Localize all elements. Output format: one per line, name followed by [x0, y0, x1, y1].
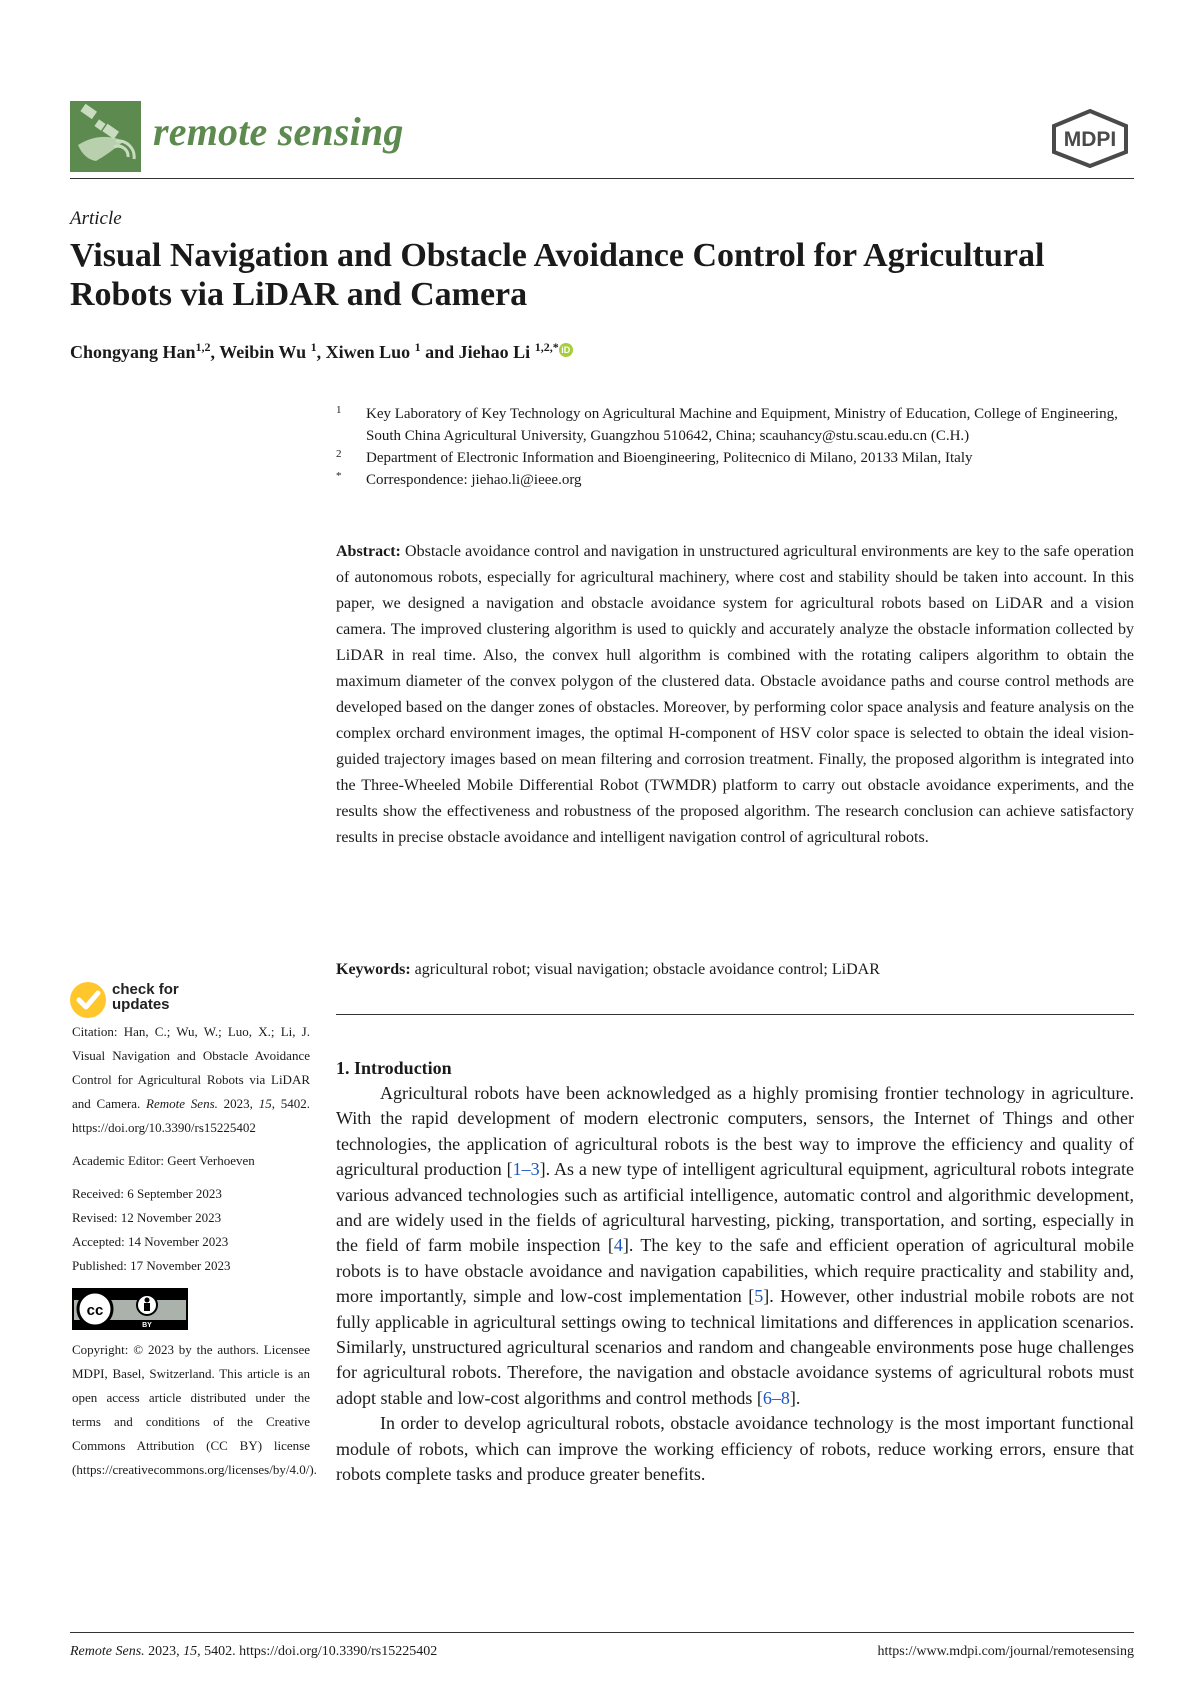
paragraph: In order to develop agricultural robots, obstacle avoidance technology is the most important functional module of robots, which can improve the working efficiency of robots, reduce working errors, ensure that robots complete tasks and produce greater benefits.: [336, 1413, 1134, 1485]
svg-text:BY: BY: [142, 1322, 152, 1329]
reference-link[interactable]: 6–8: [762, 1387, 790, 1408]
abstract-text: Obstacle avoidance control and navigation in unstructured agricultural environments are key to the safe operation of autonomous robots, especially for agricultural machinery, where cost and stability should be taken into account. In this paper, we designed a navigation and obstacle avoidance system for agricultural robots based on LiDAR and a vision camera. The improved clustering algorithm is used to quickly and accurately analyze the obstacle information collected by LiDAR in real time. Also, the convex hull algorithm is combined with the rotating calipers algorithm to obtain the maximum diameter of the convex polygon of the clustered data. Obstacle avoidance paths and course control methods are developed based on the danger zones of obstacles. Moreover, by performing color space analysis and feature analysis on the complex orchard environment images, the optimal H-component of HSV color space is selected to obtain the ideal vision-guided trajectory images based on mean filtering and corrosion treatment. Finally, the proposed algorithm is integrated into the Three-Wheeled Mobile Differential Robot (TWMDR) platform to carry out obstacle avoidance experiments, and the results show the effectiveness and robustness of the proposed algorithm. The research conclusion can achieve satisfactory results in precise obstacle avoidance and intelligent navigation control of agricultural robots.: [336, 543, 1134, 846]
author-name: Xiwen Luo: [325, 342, 411, 362]
section-heading: 1. Introduction: [336, 1058, 452, 1078]
author-affiliation-mark: 1,2,*: [534, 340, 559, 354]
footer-divider: [70, 1632, 1134, 1633]
svg-text:MDPI: MDPI: [1063, 128, 1117, 151]
footer-citation: Remote Sens. 2023, 15, 5402. https://doi.org/10.3390/rs15225402: [70, 1644, 438, 1659]
author-name: Chongyang Han: [70, 342, 196, 362]
reference-link[interactable]: 4: [613, 1235, 623, 1256]
paragraph: Agricultural robots have been acknowledged as a highly promising frontier technology in agriculture. With the rapid development of modern electronic computers, sensors, the Internet of Things and other technologies, the application of agricultural robots is the best way to improve the efficiency and quality of agricultural production [1–3]. As a new type of intelligent agricultural equipment, agricultural robots integrate various advanced technologies such as artificial intelligence, automatic control and algorithmic development, and are widely used in the fields of agricultural harvesting, picking, transportation, and sorting, especially in the field of farm mobile inspection [4]. The key to the safe and efficient operation of agricultural mobile robots is to have obstacle avoidance and navigation capabilities, which require practicality and stability and, more importantly, simple and low-cost implementation [5]. However, other industrial mobile robots are not fully applicable in agricultural settings owing to technical limitations and differences in application scenarios. Similarly, unstructured agricultural scenarios and random and changeable environments pose huge challenges for agricultural robots. Therefore, the navigation and obstacle avoidance systems of agricultural robots must adopt stable and low-cost algorithms and control methods [6–8].: [336, 1083, 1135, 1408]
abstract: [336, 539, 1134, 851]
accepted-date: Accepted: 14 November 2023: [72, 1234, 229, 1249]
orcid-icon[interactable]: iD: [559, 343, 573, 357]
reference-link[interactable]: 5: [754, 1286, 764, 1307]
keywords: [336, 957, 1134, 983]
received-date: Received: 6 September 2023: [72, 1186, 222, 1201]
journal-logo-icon: [70, 101, 141, 172]
check-for-updates-badge[interactable]: check for updates: [70, 980, 220, 1020]
header-divider: [70, 178, 1134, 179]
copyright-notice: Copyright: © 2023 by the authors. Licensee MDPI, Basel, Switzerland. This article is an open access article distributed under the terms and conditions of the Creative Commons Attribution (CC BY) license (https://creativecommons.org/licenses/by/4.0/).: [72, 1342, 317, 1477]
affiliation-item: 1 Key Laboratory of Key Technology on Agricultural Machine and Equipment, Ministry of Education, College of Engineering, South China Agricultural University, Guangzhou 510642, China; scauhancy@stu.scau.edu.cn (C.H.): [336, 404, 1118, 444]
abstract-divider: [336, 1014, 1134, 1015]
abstract-label: Abstract:: [336, 543, 401, 560]
author-name: Weibin Wu: [219, 342, 307, 362]
citation: Citation: Han, C.; Wu, W.; Luo, X.; Li, J. Visual Navigation and Obstacle Avoidance Control for Agricultural Robots via LiDAR and Camera. Remote Sens. 2023, 15, 5402. https://doi.org/10.3390/rs15225402: [72, 1024, 311, 1135]
author-affiliation-mark: 1,2: [195, 340, 211, 354]
journal-url-link[interactable]: https://www.mdpi.com/journal/remotesensing: [877, 1644, 1134, 1659]
keywords-label: Keywords:: [336, 961, 411, 978]
article-type: Article: [70, 208, 122, 229]
affiliations: [336, 403, 1134, 491]
author-list: Chongyang Han$^{1,2}$, Weibin Wu $^1$, Xiwen Luo $^1$ and Jiehao Li $^{1,2,*}$ iD: [70, 340, 573, 363]
author-affiliation-mark: 1: [414, 340, 421, 354]
body-text: [336, 1081, 1134, 1488]
satellite-icon: [70, 101, 141, 172]
correspondence: * Correspondence: jiehao.li@ieee.org: [336, 470, 582, 488]
affiliation-item: 2 Department of Electronic Information and Bioengineering, Politecnico di Milano, 20133 Milan, Italy: [336, 448, 973, 466]
revised-date: Revised: 12 November 2023: [72, 1210, 222, 1225]
publisher-logo: [1046, 108, 1134, 168]
article-info-sidebar: [72, 1020, 317, 1482]
page-title: Visual Navigation and Obstacle Avoidance Control for Agricultural Robots via LiDAR and Camera: [70, 237, 1045, 313]
author-affiliation-mark: 1: [310, 340, 317, 354]
reference-link[interactable]: 1–3: [512, 1159, 540, 1180]
svg-text:cc: cc: [86, 1302, 104, 1319]
published-date: Published: 17 November 2023: [72, 1258, 231, 1273]
academic-editor: Academic Editor: Geert Verhoeven: [72, 1153, 255, 1168]
author-name: Jiehao Li: [458, 342, 531, 362]
journal-name: remote sensing: [153, 109, 404, 154]
check-icon: [70, 982, 106, 1018]
keywords-text: agricultural robot; visual navigation; obstacle avoidance control; LiDAR: [414, 961, 880, 978]
cc-by-license-icon[interactable]: [72, 1288, 188, 1330]
publication-dates: [72, 1182, 310, 1278]
